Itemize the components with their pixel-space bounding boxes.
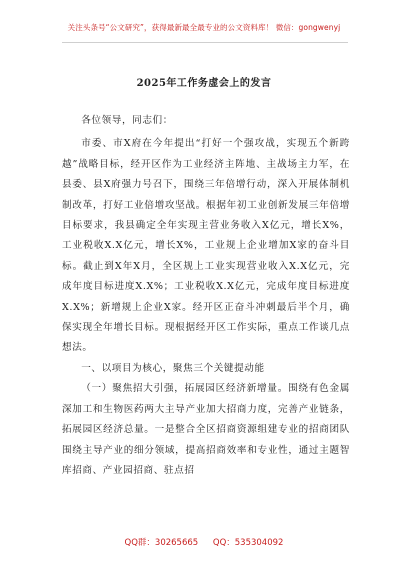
paragraph: （一）聚焦招大引强，拓展园区经济新增量。围绕有色金属深加工和生物医药两大主导产业加大招商力度，完善产业链条，拓展园区经济总量。一是整合全区招商资源组建专业的招商团队围绕主导产业的细分领域，提高招商效率和专业性，通过主题智库招商、产业园招商、驻点招 [62, 383, 350, 476]
header-divider [62, 42, 348, 43]
document-body [62, 111, 350, 481]
header-banner: 关注头条号“公文研究”，获得最新最全最专业的公文资料库！ 微信：gongwenyj [67, 23, 341, 32]
paragraph: 市委、市X府在今年提出“打好一个强攻战，实现五个新跨越”战略目标，经开区作为工业经济主阵地、主战场主力军，在县委、县X府强力号召下，围绕三年倍增行动，深入开展体制机制改革，打好工业倍增攻坚战。根据年初工业创新发展三年倍增目标要求，我县确定全年实现主营业务收入X亿元，增长X%，工业税收X.X亿元，增长X%，工业规上企业增加X家的奋斗目标。截止到X年X月，全区规上工业实现营业收入X.X亿元，完成年度目标进度X.X%；工业税收X.X亿元，完成年度目标进度X.X%；新增规上企业X家。经开区正奋斗冲刺最后半个月，确保实现全年增长目标。现根据经开区工作实际，重点工作谈几点想法。 [62, 138, 350, 354]
footer-qq: QQ：535304092 [212, 538, 284, 548]
salutation: 各位领导，同志们： [81, 115, 173, 126]
footer [0, 536, 408, 548]
document-title: 2025年工作务虚会上的发言 [136, 78, 272, 89]
section-heading: 一、以项目为核心，聚焦三个关键提动能 [81, 362, 265, 374]
footer-qq-group: QQ群：30265665 [124, 538, 199, 548]
